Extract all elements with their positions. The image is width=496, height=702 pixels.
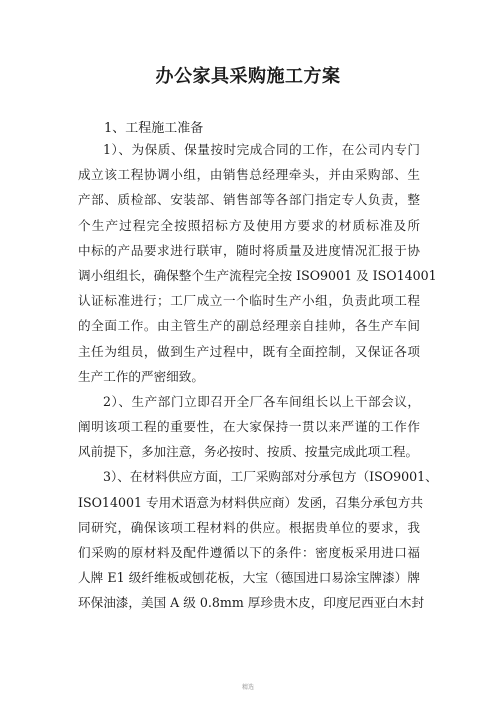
paragraph-line: 3）、在材料供应方面，工厂采购部对分承包方（ISO9001、 — [103, 469, 438, 485]
paragraph-line: 同研究，确保该项工程材料的供应。根据贵单位的要求，我 — [78, 519, 420, 535]
paragraph-line: ISO14001 专用术语意为材料供应商）发函，召集分承包方共 — [78, 494, 424, 510]
paragraph-line: 2）、生产部门立即召开全厂各车间组长以上干部会议， — [103, 393, 420, 409]
paragraph-line: 产部、质检部、安装部、销售部等各部门指定专人负责，整 — [78, 192, 420, 208]
paragraph-line: 的全面工作。由主管生产的副总经理亲自挂帅，各生产车间 — [78, 318, 420, 334]
section-heading: 1、工程施工准备 — [104, 121, 204, 136]
paragraph-line: 成立该工程协调小组，由销售总经理牵头，并由采购部、生 — [78, 167, 420, 183]
paragraph-line: 认证标准进行；工厂成立一个临时生产小组，负责此项工程 — [78, 293, 420, 309]
paragraph-line: 1）、为保质、保量按时完成合同的工作，在公司内专门 — [103, 142, 420, 157]
paragraph-line: 主任为组员，做到生产过程中，既有全面控制，又保证各项 — [78, 343, 420, 359]
paragraph-line: 人牌 E1 级纤维板或刨花板，大宝（德国进口易涂宝牌漆）牌 — [78, 570, 420, 586]
paragraph-line: 阐明该项工程的重要性，在大家保持一贯以来严谨的工作作 — [78, 419, 420, 435]
page-footer: 精选 — [241, 684, 254, 691]
paragraph-line: 们采购的原材料及配件遵循以下的条件：密度板采用进口福 — [78, 545, 420, 560]
document-body — [78, 137, 438, 616]
paragraph-line: 风前提下，多加注意，务必按时、按质、按量完成此项工程。 — [78, 444, 419, 460]
paragraph-line: 环保油漆，美国 A 级 0.8mm 厚珍贵木皮，印度尼西亚白木封 — [78, 595, 425, 611]
paragraph-line: 中标的产品要求进行联审，随时将质量及进度情况汇报于协 — [78, 242, 420, 258]
document-title: 办公家具采购施工方案 — [155, 66, 341, 87]
paragraph-line: 生产工作的严密细致。 — [78, 368, 204, 384]
paragraph-line: 调小组组长，确保整个生产流程完全按 ISO9001 及 ISO14001 — [78, 267, 437, 283]
paragraph-line: 个生产过程完全按照招标方及使用方要求的材质标准及所 — [78, 217, 420, 233]
